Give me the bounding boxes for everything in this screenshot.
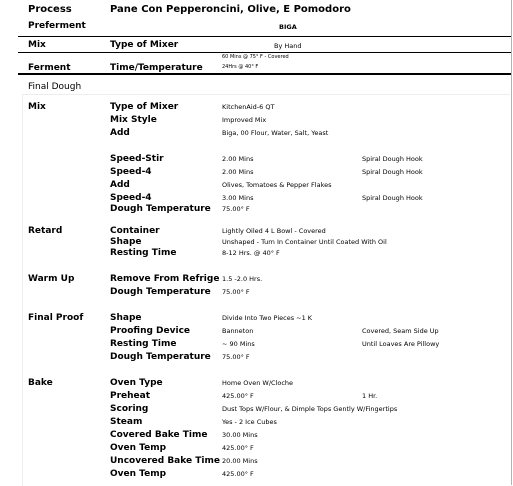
field-label: Dough Temperature [110, 352, 211, 362]
field-label: Dough Temperature [110, 204, 211, 214]
field-label: Remove From Refrige [110, 274, 220, 284]
faint-gridlines [22, 94, 510, 486]
field-label: Mix Style [110, 115, 157, 125]
field-note: Covered, Seam Side Up [362, 327, 439, 335]
preferment-label: Preferment [28, 21, 86, 31]
field-value: 2.00 Mins [222, 155, 254, 163]
field-note: Spiral Dough Hook [362, 194, 423, 202]
field-label: Shape [110, 237, 142, 247]
divider [18, 52, 511, 53]
field-value: 20.00 Mins [222, 457, 258, 465]
section-label-retard: Retard [28, 226, 63, 236]
field-label: Resting Time [110, 248, 177, 258]
field-label: Oven Type [110, 378, 163, 388]
field-value: Olives, Tomatoes & Pepper Flakes [222, 181, 332, 189]
field-value: Home Oven W/Cloche [222, 379, 294, 387]
field-value: 30.00 Mins [222, 431, 258, 439]
field-label: Speed-4 [110, 167, 152, 177]
field-value: KitchenAid-6 QT [222, 103, 275, 111]
field-note: Spiral Dough Hook [362, 168, 423, 176]
field-label: Oven Temp [110, 443, 167, 453]
field-value: 425.00° F [222, 444, 254, 452]
section-label-bake: Bake [28, 378, 53, 388]
field-note: Until Loaves Are Pillowy [362, 340, 440, 348]
process-label: Process [28, 4, 72, 15]
field-value: Yes - 2 Ice Cubes [222, 418, 277, 426]
field-label: Shape [110, 313, 142, 323]
field-note: 1 Hr. [362, 392, 378, 400]
ferment-label: Ferment [28, 63, 71, 73]
field-note: Spiral Dough Hook [362, 155, 423, 163]
field-value: Dust Tops W/Flour, & Dimple Tops Gently W/Fingertips [222, 405, 398, 413]
field-label: Steam [110, 417, 143, 427]
field-value: 75.00° F [222, 353, 250, 361]
divider-thick [18, 73, 511, 75]
ferment-time-line1: 60 Mins @ 75° F - Covered [222, 54, 289, 60]
field-value: Lightly Oiled 4 L Bowl - Covered [222, 227, 326, 235]
field-label: Speed-Stir [110, 154, 164, 164]
time-temp-label: Time/Temperature [110, 63, 203, 73]
final-dough-heading: Final Dough [28, 82, 82, 92]
field-label: Add [110, 180, 130, 190]
recipe-title: Pane Con Pepperoncini, Olive, E Pomodoro [110, 4, 351, 15]
field-label: Speed-4 [110, 193, 152, 203]
field-label: Dough Temperature [110, 287, 211, 297]
field-label: Scoring [110, 404, 149, 414]
preferment-value: BIGA [279, 23, 297, 31]
field-value: Improved Mix [222, 116, 267, 124]
field-label: Container [110, 226, 160, 236]
field-label: Covered Bake Time [110, 430, 208, 440]
mix-label: Mix [28, 40, 46, 50]
field-label: Type of Mixer [110, 102, 179, 112]
divider [18, 36, 511, 37]
field-label: Proofing Device [110, 326, 191, 336]
field-label: Add [110, 128, 130, 138]
mixer-type-label: Type of Mixer [110, 40, 179, 50]
field-value: 75.00° F [222, 288, 250, 296]
field-value: 3.00 Mins [222, 194, 254, 202]
section-label-final-proof: Final Proof [28, 313, 84, 323]
field-value: 8-12 Hrs. @ 40° F [222, 249, 280, 257]
field-value: Banneton [222, 327, 254, 335]
field-value: 75.00° F [222, 205, 250, 213]
field-label: Uncovered Bake Time [110, 456, 220, 466]
field-value: ~ 90 Mins [222, 340, 255, 348]
ferment-time-line2: 24Hrs @ 40° F [222, 64, 259, 70]
mixer-type-value: By Hand [274, 42, 302, 50]
field-label: Resting Time [110, 339, 177, 349]
field-value: Divide Into Two Pieces ~1 K [222, 314, 313, 322]
section-label-warm-up: Warm Up [28, 274, 75, 284]
field-value: 425.00° F [222, 392, 254, 400]
field-label: Oven Temp [110, 469, 167, 479]
field-value: 1.5 -2.0 Hrs. [222, 275, 263, 283]
field-value: 2.00 Mins [222, 168, 254, 176]
section-label-mix: Mix [28, 102, 46, 112]
field-label: Preheat [110, 391, 151, 401]
field-value: Biga, 00 Flour, Water, Salt, Yeast [222, 129, 329, 137]
field-value: Unshaped - Turn In Container Until Coated With Oil [222, 238, 387, 246]
field-value: 425.00° F [222, 470, 254, 478]
